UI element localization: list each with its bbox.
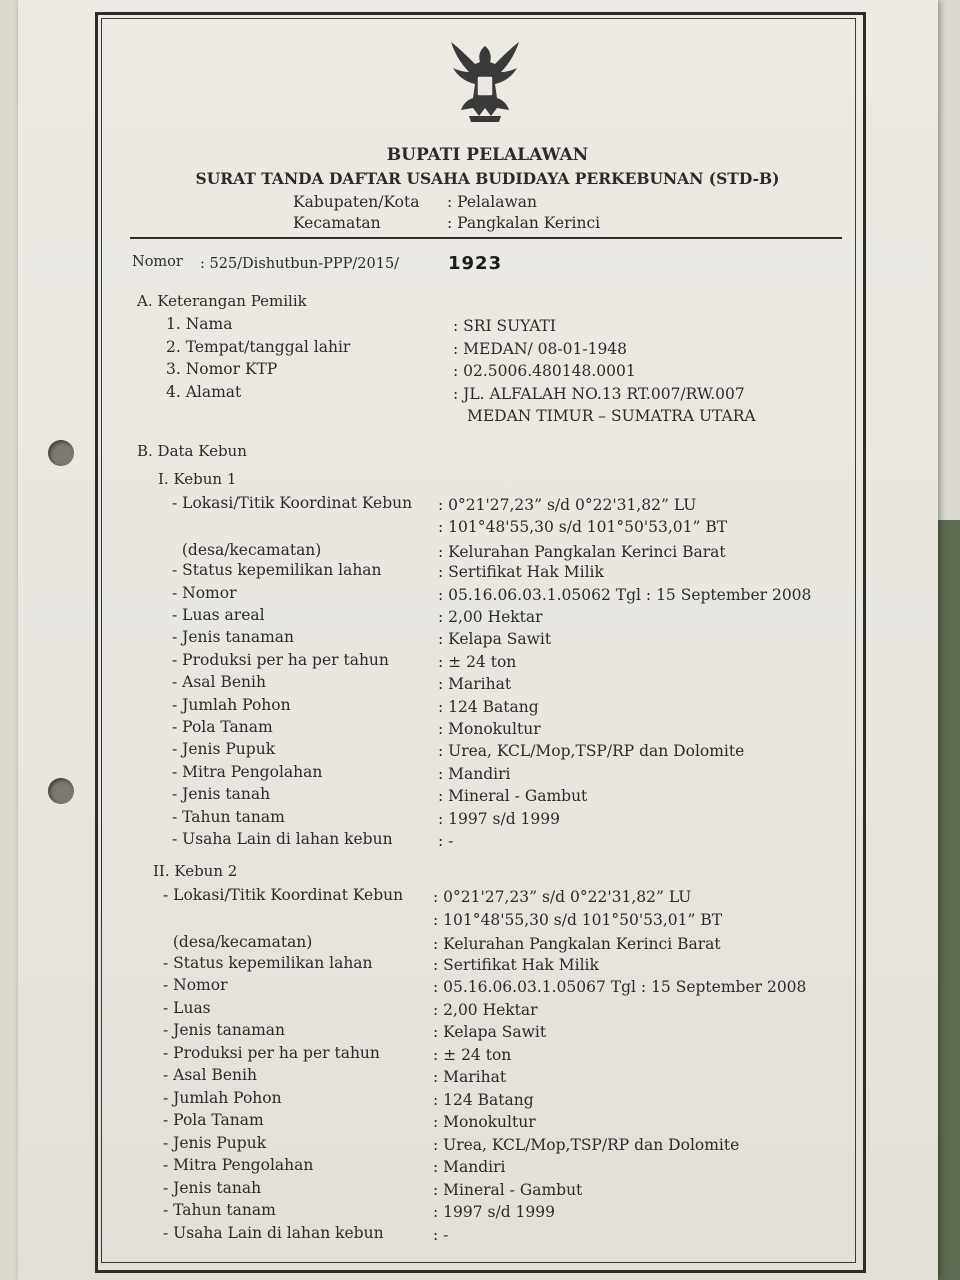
- punch-hole-bottom: [48, 778, 74, 804]
- row-value: : 124 Batang: [433, 1090, 534, 1109]
- row-label: - Asal Benih: [172, 673, 266, 692]
- row-label: - Jenis tanah: [163, 1178, 262, 1197]
- row-label: 3. Nomor KTP: [166, 360, 278, 378]
- row-label: - Produksi per ha per tahun: [163, 1043, 380, 1062]
- row-label: - Jenis Pupuk: [172, 740, 276, 759]
- row-value: : 1997 s/d 1999: [438, 809, 560, 828]
- row-label: - Mitra Pengolahan: [163, 1156, 314, 1174]
- row-value: : Sertifikat Hak Milik: [438, 563, 604, 582]
- row-label: - Jumlah Pohon: [163, 1088, 282, 1107]
- row-value: : 124 Batang: [438, 697, 539, 716]
- row-value: : ± 24 ton: [438, 652, 517, 671]
- row-value: : SRI SUYATI: [453, 317, 557, 335]
- row-label: - Jenis tanaman: [172, 628, 294, 647]
- kabupaten-value: : Pelalawan: [447, 193, 537, 211]
- row-label: - Status kepemilikan lahan: [163, 953, 373, 972]
- kecamatan-value: : Pangkalan Kerinci: [447, 214, 601, 232]
- row-value: : Kelurahan Pangkalan Kerinci Barat: [433, 935, 721, 953]
- row-label: - Nomor: [172, 583, 237, 602]
- row-label: - Produksi per ha per tahun: [172, 650, 389, 669]
- row-label: - Pola Tanam: [163, 1111, 264, 1129]
- row-value: : ± 24 ton: [433, 1045, 512, 1064]
- row-label: - Jenis tanah: [172, 785, 271, 804]
- row-value: : Mandiri: [433, 1158, 506, 1176]
- row-label: 2. Tempat/tanggal lahir: [166, 337, 351, 356]
- garuda-emblem-icon: [445, 38, 525, 123]
- nomor-value: : 525/Dishutbun-PPP/2015/: [200, 256, 400, 272]
- row-value: : Kelapa Sawit: [433, 1023, 547, 1041]
- section-a-heading: A. Keterangan Pemilik: [137, 292, 307, 310]
- row-value: : Sertifikat Hak Milik: [433, 955, 599, 974]
- row-value: : Marihat: [433, 1068, 507, 1086]
- row-value: : MEDAN/ 08-01-1948: [453, 339, 628, 358]
- row-label: - Luas: [163, 998, 211, 1017]
- row-value: : Monokultur: [438, 720, 541, 738]
- row-value: : Marihat: [438, 675, 512, 694]
- row-value: : Mineral - Gambut: [433, 1180, 583, 1199]
- row-value: : Kelurahan Pangkalan Kerinci Barat: [438, 542, 726, 561]
- row-label: (desa/kecamatan): [172, 540, 322, 559]
- punch-hole-top: [48, 440, 74, 466]
- row-label: - Usaha Lain di lahan kebun: [172, 830, 393, 848]
- row-value: : Urea, KCL/Mop,TSP/RP dan Dolomite: [438, 742, 745, 761]
- kebun2-heading: II. Kebun 2: [153, 862, 238, 880]
- kabupaten-label: Kabupaten/Kota: [293, 193, 420, 211]
- row-label: - Mitra Pengolahan: [172, 762, 323, 781]
- row-value: : 101°48'55,30 s/d 101°50'53,01” BT: [438, 518, 728, 537]
- document-title: BUPATI PELALAWAN: [386, 145, 589, 165]
- row-value: : 02.5006.480148.0001: [453, 362, 636, 380]
- section-b-heading: B. Data Kebun: [137, 442, 247, 460]
- row-value: : 05.16.06.03.1.05062 Tgl : 15 September 2008: [438, 585, 812, 604]
- kebun1-heading: I. Kebun 1: [158, 470, 237, 488]
- row-label: - Usaha Lain di lahan kebun: [163, 1223, 384, 1242]
- row-value: : 101°48'55,30 s/d 101°50'53,01” BT: [433, 910, 723, 929]
- nomor-handwritten: 1923: [448, 253, 503, 274]
- row-value: : Kelapa Sawit: [438, 630, 552, 649]
- row-label: (desa/kecamatan): [163, 933, 313, 951]
- row-label: - Tahun tanam: [172, 807, 285, 826]
- row-label: - Nomor: [163, 976, 228, 994]
- row-value: : -: [433, 1225, 449, 1244]
- row-value: : Urea, KCL/Mop,TSP/RP dan Dolomite: [433, 1135, 740, 1154]
- row-value: : 2,00 Hektar: [433, 1000, 538, 1019]
- row-label: - Jenis Pupuk: [163, 1133, 267, 1152]
- row-label: - Status kepemilikan lahan: [172, 561, 382, 580]
- row-value: : -: [438, 832, 454, 850]
- nomor-label: Nomor: [132, 254, 183, 270]
- document-subtitle: SURAT TANDA DAFTAR USAHA BUDIDAYA PERKEBUNAN (STD-B): [195, 169, 780, 188]
- row-label: - Asal Benih: [163, 1066, 257, 1084]
- row-value: : 05.16.06.03.1.05067 Tgl : 15 September 2008: [433, 978, 807, 996]
- row-value: : 0°21'27,23” s/d 0°22'31,82” LU: [433, 888, 692, 906]
- row-value: : 2,00 Hektar: [438, 608, 543, 626]
- alamat-line2: MEDAN TIMUR – SUMATRA UTARA: [467, 407, 756, 425]
- row-label: - Lokasi/Titik Koordinat Kebun: [172, 494, 413, 512]
- row-value: : Mandiri: [438, 764, 511, 783]
- row-value: : JL. ALFALAH NO.13 RT.007/RW.007: [453, 384, 745, 403]
- row-label: - Tahun tanam: [163, 1201, 276, 1219]
- row-label: - Pola Tanam: [172, 718, 273, 736]
- row-label: - Luas areal: [172, 606, 265, 624]
- row-label: - Lokasi/Titik Koordinat Kebun: [163, 886, 404, 904]
- row-value: : Mineral - Gambut: [438, 787, 588, 806]
- kecamatan-label: Kecamatan: [293, 214, 381, 232]
- row-value: : 0°21'27,23” s/d 0°22'31,82” LU: [438, 496, 697, 514]
- row-label: 1. Nama: [166, 315, 233, 333]
- row-label: 4. Alamat: [166, 382, 242, 401]
- row-label: - Jenis tanaman: [163, 1021, 285, 1039]
- row-value: : Monokultur: [433, 1113, 536, 1131]
- row-label: - Jumlah Pohon: [172, 695, 291, 714]
- row-value: : 1997 s/d 1999: [433, 1203, 555, 1221]
- header-divider: [130, 237, 842, 239]
